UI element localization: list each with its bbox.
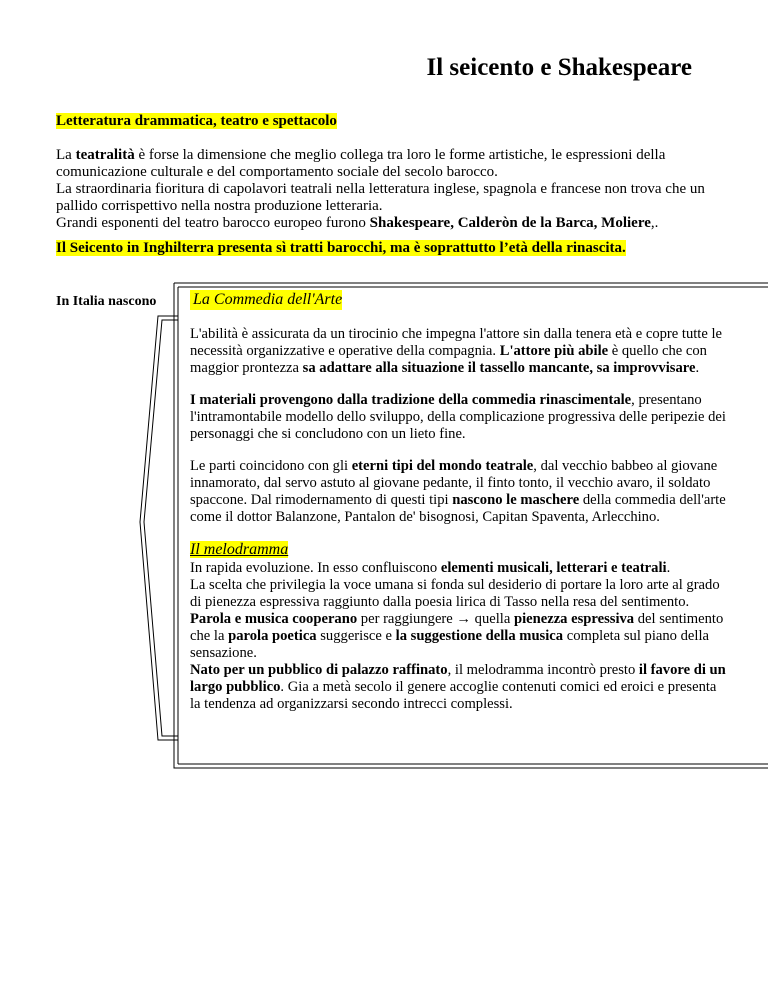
intro-heading: Letteratura drammatica, teatro e spettacolo bbox=[56, 113, 337, 129]
commedia-block-2: I materiali provengono dalla tradizione della commedia rinascimentale, presentano l'intramontabile modello dello sviluppo, della complicazione progressiva delle peripezie dei personaggi che si concludono con un lieto fine. bbox=[190, 392, 726, 442]
paragraph-line-1: La teatralità è forse la dimensione che meglio collega tra loro le forme artistiche, le espressioni della comunicazione culturale e del comportamento sociale del secolo barocco. bbox=[56, 147, 666, 180]
content-box bbox=[190, 290, 730, 713]
paragraph-line-2: La straordinaria fioritura di capolavori teatrali nella letteratura inglese, spagnola e francese non trova che un pallido corrispettivo nella nostra produzione letteraria. bbox=[56, 181, 705, 214]
page-title: Il seicento e Shakespeare bbox=[426, 54, 692, 81]
section-heading-seicento bbox=[56, 239, 626, 257]
commedia-block-1: L'abilità è assicurata da un tirocinio che impegna l'attore sin dalla tenera età e copre tutte le necessità organizzative e operative della compagnia. L'attore più abile è quello che con maggior prontezza sa adattare alla situazione il tassello mancante, sa improvvisare. bbox=[190, 326, 723, 376]
melodramma-line-3: Parola e musica cooperano per raggiungere → quella pienezza espressiva del sentimento che la parola poetica suggerisce e la suggestione della musica completa sul piano della sensazione. bbox=[190, 611, 724, 661]
commedia-block-3: Le parti coincidono con gli eterni tipi del mondo teatrale, dal vecchio babbeo al giovane innamorato, dal servo astuto al giovane pedante, il finto tonto, il vecchio avaro, il soldato spaccone. Dal rimodernamento di questi tipi nascono le maschere della commedia dell'arte come il dottor Balanzone, Pantalon de' bisognosi, Capitan Spaventa, Arlecchino. bbox=[190, 458, 726, 525]
melodramma-line-4: Nato per un pubblico di palazzo raffinato, il melodramma incontrò presto il favore di un largo pubblico. Gia a metà secolo il genere accoglie contenuti comici ed eroici e presenta la tendenza ad organizzarsi secondo intrecci complessi. bbox=[190, 662, 726, 712]
italia-label: In Italia nascono bbox=[56, 294, 157, 309]
heading-melodramma: Il melodramma bbox=[190, 541, 289, 558]
intro-paragraph bbox=[56, 147, 736, 232]
section-heading-letteratura bbox=[56, 112, 337, 130]
heading-commedia: La Commedia dell'Arte bbox=[190, 290, 730, 310]
arrow-icon: → bbox=[456, 611, 472, 627]
seicento-heading: Il Seicento in Inghilterra presenta sì tratti barocchi, ma è soprattutto l’età della rinascita. bbox=[56, 240, 626, 256]
melodramma-line-2: La scelta che privilegia la voce umana si fonda sul desiderio di portare la loro arte al grado di pienezza espressiva raggiunto dalla poesia lirica di Tasso nella resa del sentimento. bbox=[190, 577, 720, 610]
melodramma-line-1: In rapida evoluzione. In esso confluiscono elementi musicali, letterari e teatrali. bbox=[190, 560, 671, 576]
paragraph-line-3: Grandi esponenti del teatro barocco europeo furono Shakespeare, Calderòn de la Barca, Moliere,. bbox=[56, 215, 659, 231]
